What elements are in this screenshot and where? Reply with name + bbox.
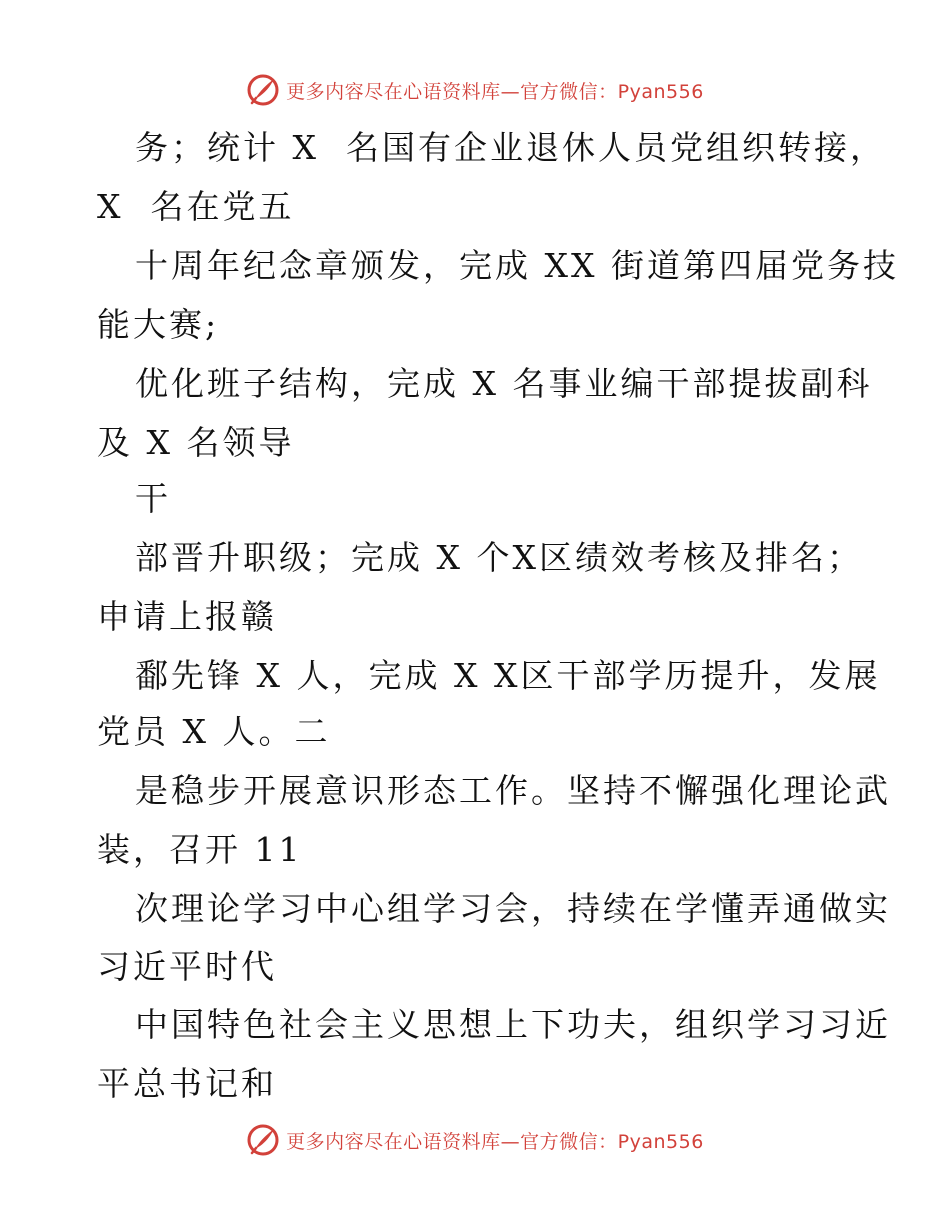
text-line: 平总书记和	[97, 1064, 277, 1103]
text-line: 申请上报赣	[97, 597, 277, 636]
watermark-text: 更多内容尽在心语资料库—官方微信：Pyan556	[286, 1130, 704, 1153]
text-line: 十周年纪念章颁发，完成 XX 街道第四届党务技	[135, 246, 899, 285]
text-line: 务；统计 X 名国有企业退休人员党组织转接，	[135, 128, 886, 167]
text-line: 习近平时代	[97, 947, 277, 986]
text-line: X 名在党五	[97, 187, 295, 226]
feather-pen-logo-icon	[246, 1123, 280, 1157]
text-line: 党员 X 人。二	[97, 712, 331, 751]
text-line: 装，召开 11	[97, 830, 303, 869]
text-line: 中国特色社会主义思想上下功夫，组织学习习近	[135, 1005, 891, 1044]
footer-watermark	[0, 1120, 950, 1160]
text-line: 能大赛;	[97, 305, 220, 344]
text-line: 次理论学习中心组学习会，持续在学懂弄通做实	[135, 889, 891, 928]
text-line: 是稳步开展意识形态工作。坚持不懈强化理论武	[135, 771, 891, 810]
text-line: 鄱先锋 X 人，完成 X X区干部学历提升，发展	[135, 656, 881, 695]
watermark-text: 更多内容尽在心语资料库—官方微信：Pyan556	[286, 80, 704, 103]
text-line: 干	[135, 479, 171, 518]
text-line: 优化班子结构，完成 X 名事业编干部提拔副科	[135, 364, 873, 403]
text-line: 部晋升职级；完成 X 个X区绩效考核及排名；	[135, 538, 863, 577]
text-line: 及 X 名领导	[97, 423, 295, 462]
